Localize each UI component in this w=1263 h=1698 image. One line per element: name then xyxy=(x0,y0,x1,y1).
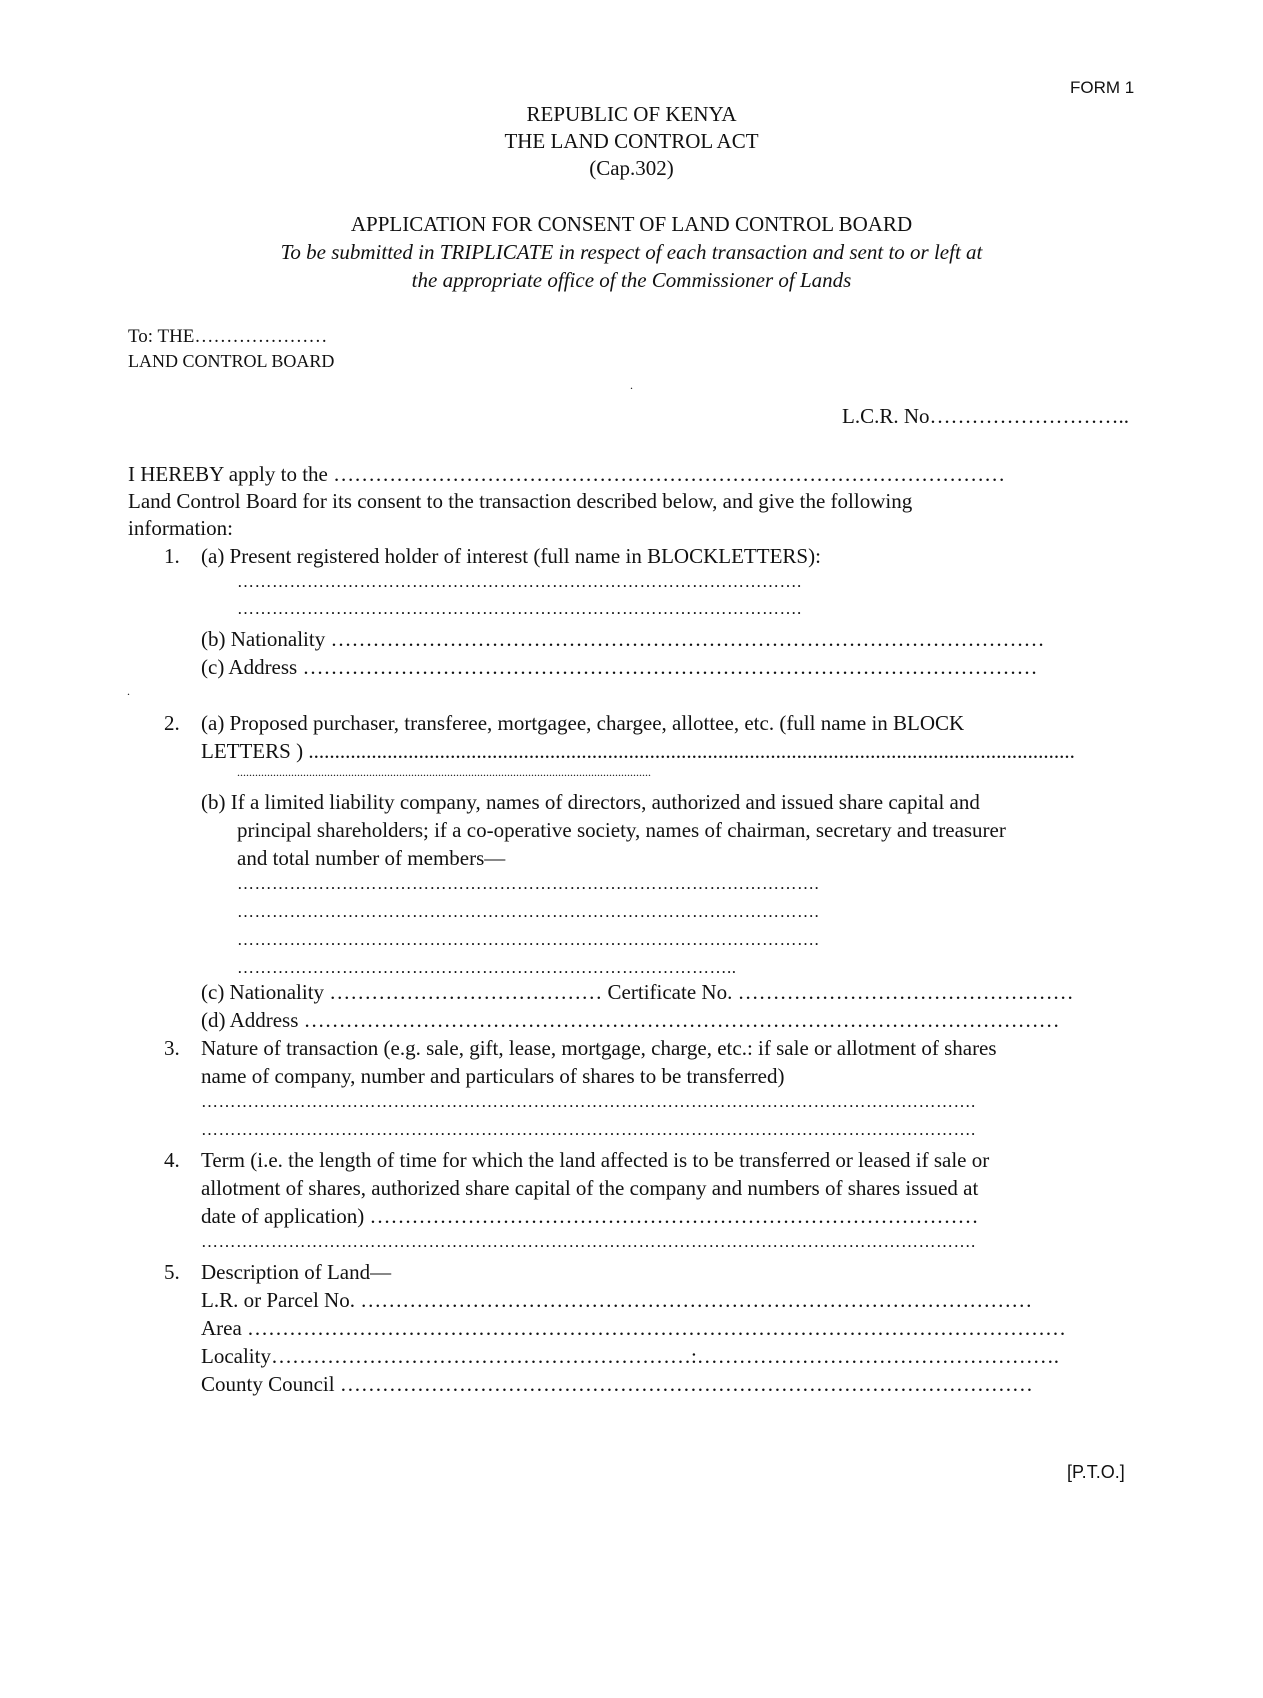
item-2b-line-1: (b) If a limited liability company, names of directors, authorized and issued share capital and xyxy=(201,790,980,814)
item-2-number: 2. xyxy=(164,711,180,735)
item-1-number: 1. xyxy=(164,544,180,568)
form-title: APPLICATION FOR CONSENT OF LAND CONTROL BOARD xyxy=(350,212,913,236)
item-3-line-1: Nature of transaction (e.g. sale, gift, lease, mortgage, charge, etc.: if sale or allotment of shares xyxy=(201,1036,997,1060)
item-2b-dots-4: ………………………………………………………………………….. xyxy=(237,958,737,977)
pto-marker: [P.T.O.] xyxy=(1067,1462,1125,1482)
item-5-number: 5. xyxy=(164,1260,180,1284)
form-number: FORM 1 xyxy=(1070,78,1135,97)
item-1a-label: (a) Present registered holder of interest (full name in BLOCKLETTERS): xyxy=(201,544,821,568)
item-4-dots: ……………………………………………………………………………………………………………………. xyxy=(201,1232,976,1251)
item-4-line-3: date of application) …………………………………………………………………………… xyxy=(201,1204,979,1228)
item-1c-address: (c) Address …………………………………………………………………………………………… xyxy=(201,655,1038,679)
item-2d-address: (d) Address ……………………………………………………………………………………………… xyxy=(201,1008,1060,1032)
item-5-county-council: County Council ……………………………………………………………………………………… xyxy=(201,1372,1033,1396)
item-1b-nationality: (b) Nationality ………………………………………………………………………………………… xyxy=(201,627,1045,651)
to-line: To: THE………………… xyxy=(128,326,328,347)
item-5-parcel-number: L.R. or Parcel No. …………………………………………………………………………………… xyxy=(201,1288,1033,1312)
item-4-line-2: allotment of shares, authorized share capital of the company and numbers of shares issued at xyxy=(201,1176,979,1200)
item-5-area: Area ……………………………………………………………………………………………………… xyxy=(201,1316,1067,1340)
item-2a-line-1: (a) Proposed purchaser, transferee, mortgagee, chargee, allottee, etc. (full name in BLOCK xyxy=(201,711,965,735)
item-2b-dots-1: ………………………………………………………………………………………. xyxy=(237,874,820,893)
item-5-heading: Description of Land— xyxy=(201,1260,392,1284)
header-act: THE LAND CONTROL ACT xyxy=(504,129,759,153)
item-3-number: 3. xyxy=(164,1036,180,1060)
item-3-dots-1: ……………………………………………………………………………………………………………………. xyxy=(201,1092,976,1111)
item-5-locality: Locality……………………………………………………:……………………………………………. xyxy=(201,1344,1060,1368)
intro-line-3: information: xyxy=(128,516,233,540)
board-line: LAND CONTROL BOARD xyxy=(128,351,335,371)
header-cap: (Cap.302) xyxy=(589,156,674,180)
item-2c-nationality-certificate: (c) Nationality ………………………………… Certificate No. ………………………………………… xyxy=(201,980,1074,1004)
item-4-line-1: Term (i.e. the length of time for which the land affected is to be transferred or leased if sale or xyxy=(201,1148,990,1172)
instruction-line-1: To be submitted in TRIPLICATE in respect of each transaction and sent to or left at xyxy=(280,240,983,264)
item-2b-dots-3: ………………………………………………………………………………………. xyxy=(237,930,820,949)
item-1a-dots-1: ……………………………………………………………………………………. xyxy=(237,572,802,591)
intro-line-2: Land Control Board for its consent to the transaction described below, and give the following xyxy=(128,489,913,513)
item-2b-line-3: and total number of members— xyxy=(237,846,506,870)
item-2b-line-2: principal shareholders; if a co-operative society, names of chairman, secretary and treasurer xyxy=(237,818,1006,842)
item-3-dots-2: ……………………………………………………………………………………………………………………. xyxy=(201,1120,976,1139)
item-1a-dots-2: ……………………………………………………………………………………. xyxy=(237,599,802,618)
item-2a-dots: .......................................................................................................................................... xyxy=(237,765,651,779)
item-4-number: 4. xyxy=(164,1148,180,1172)
header-country: REPUBLIC OF KENYA xyxy=(526,102,737,126)
item-2a-line-2: LETTERS ) .................................................................................................................................................. xyxy=(201,739,1075,763)
item-3-line-2: name of company, number and particulars of shares to be transferred) xyxy=(201,1064,785,1088)
stray-mark-2: . xyxy=(127,684,130,698)
stray-mark-1: . xyxy=(630,378,633,392)
lcr-number: L.C.R. No……………………….. xyxy=(842,404,1130,428)
item-2b-dots-2: ………………………………………………………………………………………. xyxy=(237,902,820,921)
intro-line-1: I HEREBY apply to the …………………………………………………………………………………… xyxy=(128,462,1006,486)
instruction-line-2: the appropriate office of the Commissioner of Lands xyxy=(411,268,852,292)
